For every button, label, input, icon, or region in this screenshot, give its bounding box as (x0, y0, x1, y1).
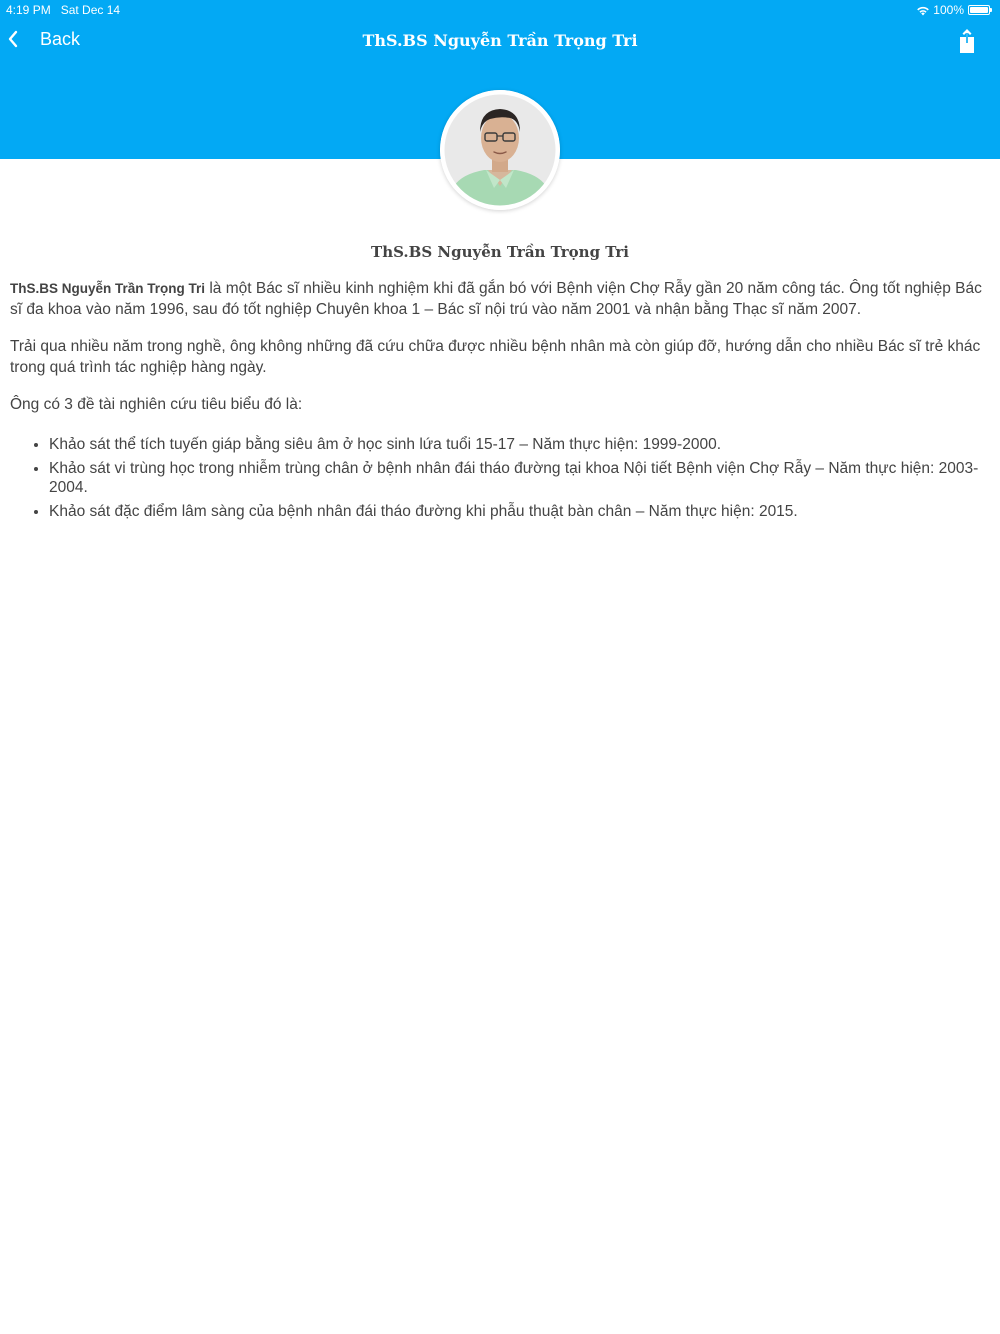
list-item: • Khảo sát đặc điểm lâm sàng của bệnh nhân đái tháo đường khi phẫu thuật bàn chân – Năm thực hiện: 2015. (49, 502, 992, 522)
profile-content (10, 278, 992, 525)
status-time: 4:19 PM (6, 3, 51, 17)
status-right (916, 3, 990, 17)
share-icon[interactable] (956, 28, 978, 54)
battery-icon (968, 5, 990, 15)
nav-title: ThS.BS Nguyễn Trần Trọng Tri (362, 31, 638, 50)
status-bar (0, 0, 1000, 20)
bio-text: là một Bác sĩ nhiều kinh nghiệm khi đã gắn bó với Bệnh viện Chợ Rẫy gần 20 năm công tác. Ông tốt nghiệp Bác sĩ đa khoa vào năm 1996, sau đó tốt nghiệp Chuyên khoa 1 – Bác sĩ nội trú vào năm 2001 và nhận bằng Thạc sĩ năm 2007. (10, 280, 982, 318)
bio-paragraph-3: Ông có 3 đề tài nghiên cứu tiêu biểu đó là: (10, 396, 303, 413)
list-item: • Khảo sát vi trùng học trong nhiễm trùng chân ở bệnh nhân đái tháo đường tại khoa Nội tiết Bệnh viện Chợ Rẫy – Năm thực hiện: 2003-2004. (49, 459, 992, 498)
list-item: • Khảo sát thể tích tuyến giáp bằng siêu âm ở học sinh lứa tuổi 15-17 – Năm thực hiện: 1999-2000. (49, 435, 992, 455)
battery-percent: 100% (933, 3, 964, 17)
wifi-icon (916, 5, 930, 16)
avatar (440, 90, 560, 210)
status-date: Sat Dec 14 (60, 3, 121, 17)
back-label: Back (40, 28, 81, 49)
battery-fill (970, 7, 988, 13)
doctor-portrait (440, 90, 560, 210)
chevron-left-icon (6, 28, 20, 50)
bio-paragraph-2: Trải qua nhiều năm trong nghề, ông không những đã cứu chữa được nhiều bệnh nhân mà còn giúp đỡ, hướng dẫn cho nhiều Bác sĩ trẻ khác trong quá trình tác nghiệp hàng ngày. (10, 338, 981, 376)
back-button[interactable] (6, 28, 80, 50)
bio-paragraph-1 (10, 278, 992, 320)
battery-nub (990, 8, 992, 12)
navigation-bar (0, 22, 1000, 62)
status-left (6, 3, 120, 17)
research-list (10, 435, 992, 521)
bio-doctor-name: ThS.BS Nguyễn Trần Trọng Tri (10, 281, 206, 296)
doctor-name-heading: ThS.BS Nguyễn Trần Trọng Tri (371, 243, 629, 261)
